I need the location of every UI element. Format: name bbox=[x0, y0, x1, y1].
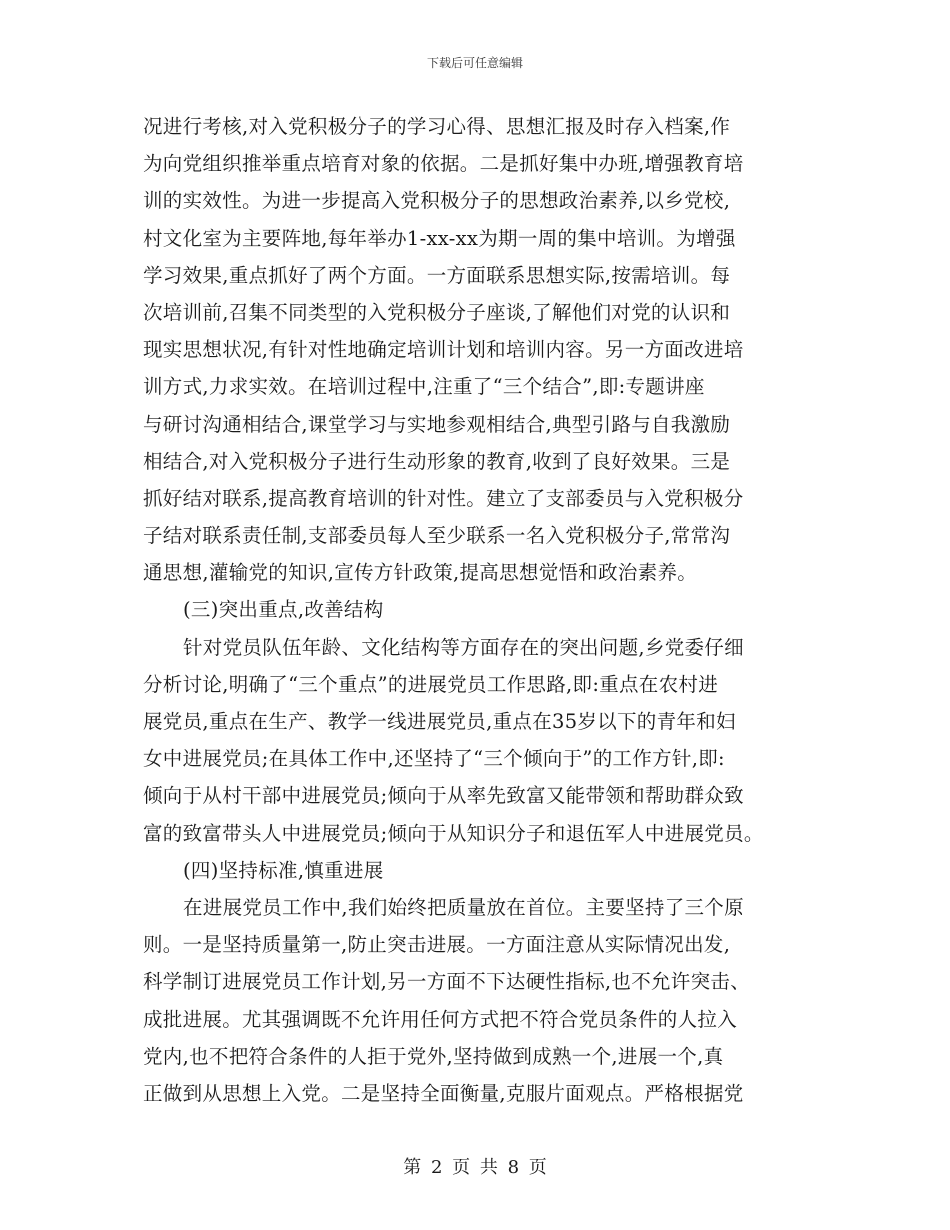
section-heading: (三)突出重点,改善结构 bbox=[183, 598, 384, 622]
text-line: 倾向于从村干部中进展党员;倾向于从率先致富又能带领和帮助群众致 bbox=[143, 784, 744, 808]
text-line: 分析讨论,明确了“三个重点”的进展党员工作思路,即:重点在农村进 bbox=[143, 672, 719, 696]
text-line: 针对党员队伍年龄、文化结构等方面存在的突出问题,乡党委仔细 bbox=[183, 635, 744, 659]
text-line: 在进展党员工作中,我们始终把质量放在首位。主要坚持了三个原 bbox=[183, 895, 744, 919]
text-line: 党内,也不把符合条件的人拒于党外,坚持做到成熟一个,进展一个,真 bbox=[143, 1044, 724, 1068]
page-number: 第 2 页 共 8 页 bbox=[403, 1157, 547, 1178]
text-line: 相结合,对入党积极分子进行生动形象的教育,收到了良好效果。三是 bbox=[143, 449, 731, 473]
text-line: 训的实效性。为进一步提高入党积极分子的思想政治素养,以乡党校, bbox=[143, 189, 731, 213]
text-line: 富的致富带头人中进展党员;倾向于从知识分子和退伍军人中进展党员。 bbox=[143, 821, 764, 845]
text-line: 成批进展。尤其强调既不允许用任何方式把不符合党员条件的人拉入 bbox=[143, 1007, 738, 1031]
text-line: 现实思想状况,有针对性地确定培训计划和培训内容。另一方面改进培 bbox=[143, 338, 744, 362]
text-line: 通思想,灌输党的知识,宣传方针政策,提高思想觉悟和政治素养。 bbox=[143, 561, 698, 585]
text-line: 女中进展党员;在具体工作中,还坚持了“三个倾向于”的工作方针,即: bbox=[143, 747, 725, 771]
text-line: 抓好结对联系,提高教育培训的针对性。建立了支部委员与入党积极分 bbox=[143, 486, 744, 510]
text-line: 训方式,力求实效。在培训过程中,注重了“三个结合”,即:专题讲座 bbox=[143, 375, 705, 399]
text-line: 科学制订进展党员工作计划,另一方面不下达硬性指标,也不允许突击、 bbox=[143, 970, 750, 994]
text-line: 学习效果,重点抓好了两个方面。一方面联系思想实际,按需培训。每 bbox=[143, 263, 731, 287]
text-line: 展党员,重点在生产、教学一线进展党员,重点在35岁以下的青年和妇 bbox=[143, 710, 736, 733]
text-line: 正做到从思想上入党。二是坚持全面衡量,克服片面观点。严格根据党 bbox=[143, 1081, 744, 1105]
text-line: 子结对联系责任制,支部委员每人至少联系一名入党积极分子,常常沟 bbox=[143, 524, 731, 548]
text-line: 况进行考核,对入党积极分子的学习心得、思想汇报及时存入档案,作 bbox=[143, 115, 731, 138]
document-body bbox=[143, 108, 823, 1112]
text-line: 村文化室为主要阵地,每年举办1-xx-xx为期一周的集中培训。为增强 bbox=[143, 226, 736, 250]
page-header: 下载后可任意编辑 bbox=[426, 56, 523, 70]
text-line: 与研讨沟通相结合,课堂学习与实地参观相结合,典型引路与自我激励 bbox=[143, 412, 731, 436]
text-line: 为向党组织推举重点培育对象的依据。二是抓好集中办班,增强教育培 bbox=[143, 152, 744, 176]
text-line: 次培训前,召集不同类型的入党积极分子座谈,了解他们对党的认识和 bbox=[143, 300, 731, 324]
text-line: 则。一是坚持质量第一,防止突击进展。一方面注意从实际情况出发, bbox=[143, 933, 731, 957]
section-heading: (四)坚持标准,慎重进展 bbox=[183, 858, 384, 882]
